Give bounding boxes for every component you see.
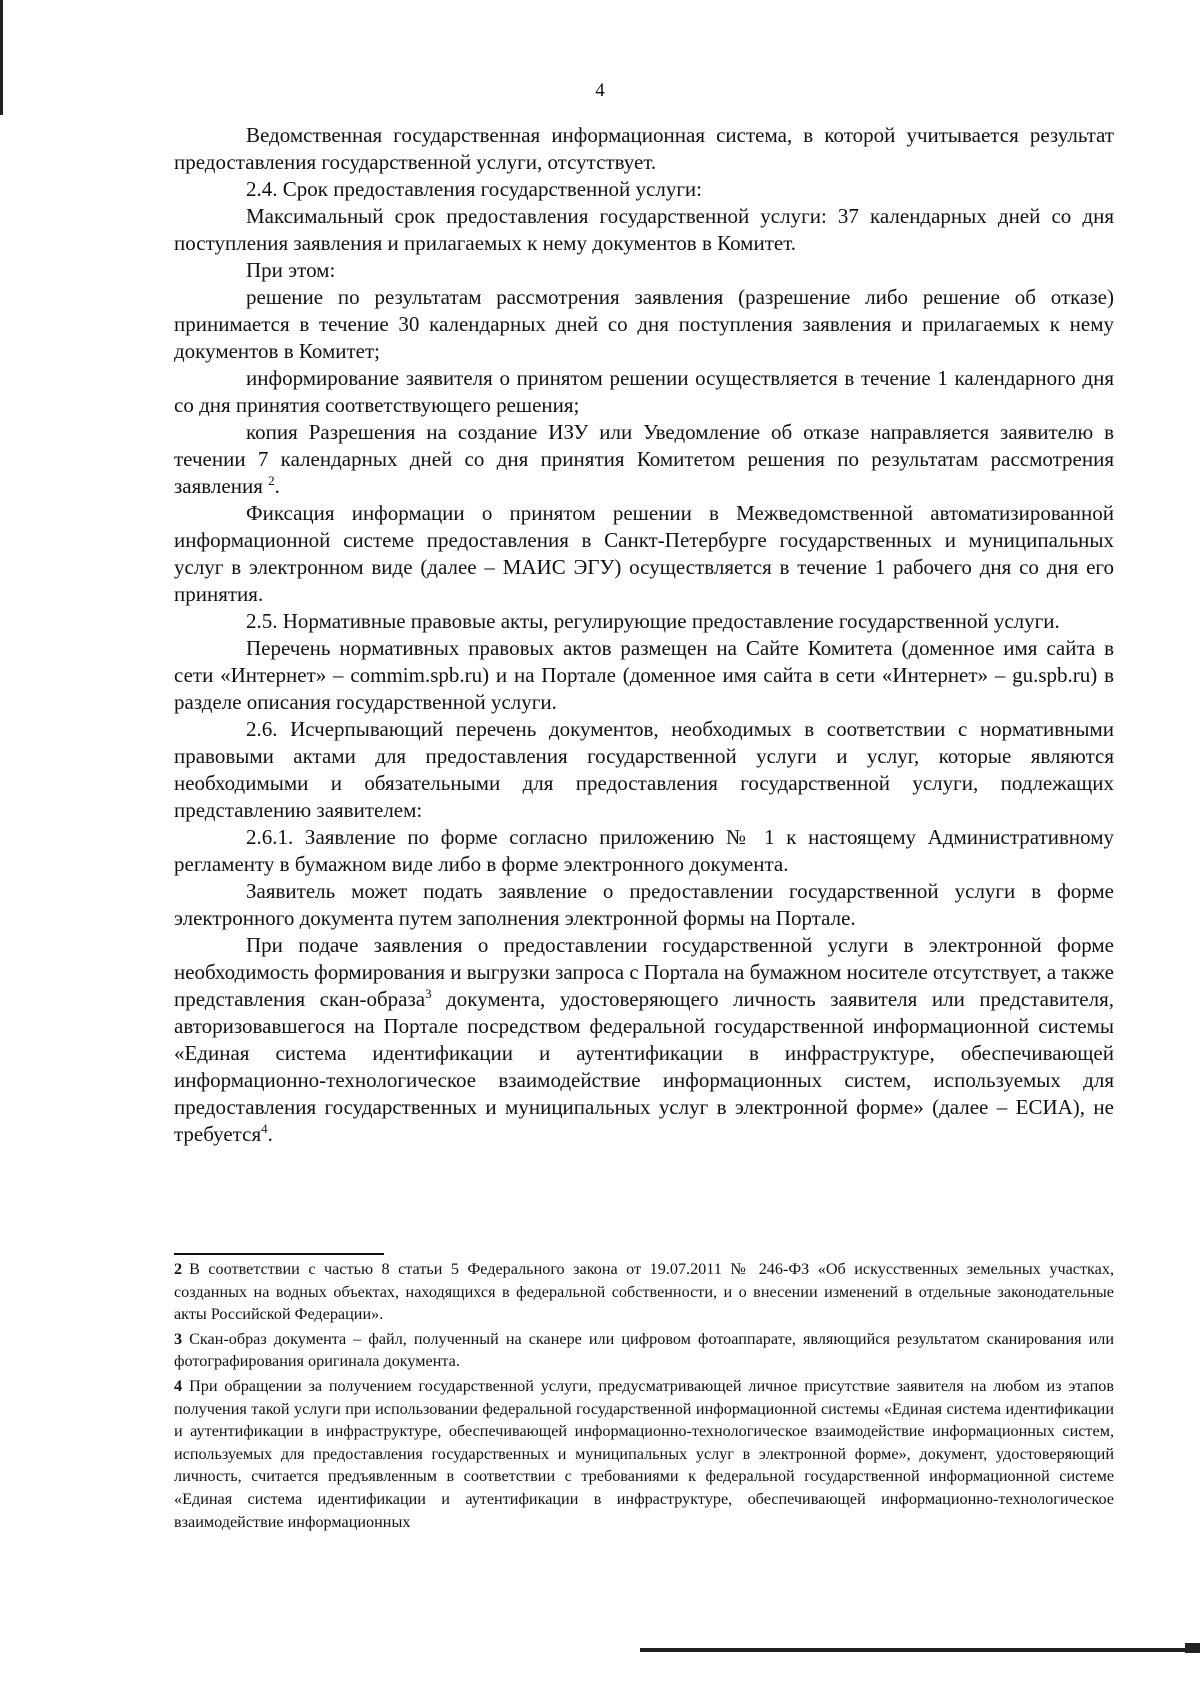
paragraph-text: копия Разрешения на создание ИЗУ или Уведомление об отказе направляется заявителю в течении 7 календарных дней со дня принятия Комитетом решения по результатам рассмотрения заявления [174, 420, 1114, 498]
footnote-2 [174, 1258, 1114, 1326]
paragraph: При этом: [246, 258, 336, 282]
main-text [174, 122, 1114, 1148]
page-number: 4 [595, 80, 605, 101]
paragraph-text-part1: При подаче заявления о предоставлении государственной услуги в электронной форме необходимость формирования и выгрузки запроса с Портала на бумажном носителе отсутствует, а также представления скан-образа [174, 933, 1114, 1011]
footnote-number: 3 [174, 1329, 183, 1348]
paragraph-with-footnotes-3-4 [174, 932, 1114, 1148]
paragraph: Максимальный срок предоставления государственной услуги: 37 календарных дней со дня поступления заявления и прилагаемых к нему документов в Комитет. [174, 204, 1114, 255]
footnote-text: Скан-образ документа – файл, полученный на сканере или цифровом фотоаппарате, являющийся результатом сканирования или фотографирования оригинала документа. [174, 1329, 1114, 1371]
paragraph-text-end: . [267, 1122, 273, 1146]
paragraph-2-6-1: 2.6.1. Заявление по форме согласно приложению № 1 к настоящему Административному регламенту в бумажном виде либо в форме электронного документа. [174, 825, 1114, 876]
footnote-4 [174, 1375, 1114, 1533]
paragraph-with-footnote-2: копия Разрешения на создание ИЗУ или Уведомление об отказе направляется заявителю в течении 7 календарных дней со дня принятия Комитетом решения по результатам рассмотрения заявления $^2$. [174, 420, 1114, 498]
footnote-ref-3: 3 [425, 986, 432, 1001]
paragraph: решение по результатам рассмотрения заявления (разрешение либо решение об отказе) принимается в течение 30 календарных дней со дня поступления заявления и прилагаемых к нему документов в Комитет; [174, 285, 1114, 363]
footnote-3 [174, 1328, 1114, 1373]
footnote-ref-4: 4 [261, 1121, 268, 1136]
footnote-number: 2 [174, 1260, 183, 1278]
footnote-separator [174, 1253, 384, 1255]
footnote-ref-2: 2 [268, 473, 275, 488]
paragraph: информирование заявителя о принятом решении осуществляется в течение 1 календарного дня со дня принятия соответствующего решения; [174, 366, 1114, 417]
footnotes [174, 1258, 1114, 1535]
footnote-text: При обращении за получением государственной услуги, предусматривающей личное присутствие заявителя на любом из этапов получения такой услуги при использовании федеральной государственной информационной системы «Единая система идентификации и аутентификации в инфраструктуре, обеспечивающей информационно-технологическое взаимодействие информационных систем, используемых для предоставления государственных и муниципальных услуг в электронной форме», документ, удостоверяющий личность, считается предъявленным в соответствии с требованиями к федеральной государственной информационной системе «Единая система идентификации и аутентификации в инфраструктуре, обеспечивающей информационно-технологическое взаимодействие информационных [174, 1376, 1114, 1531]
footnote-text: В соответствии с частью 8 статьи 5 Федерального закона от 19.07.2011 № 246-ФЗ «Об искусственных земельных участках, созданных на водных объектах, находящихся в федеральной собственности, и о внесении изменений в отдельные законодательные акты Российской Федерации». [174, 1260, 1114, 1324]
section-heading-2-6: 2.6. Исчерпывающий перечень документов, необходимых в соответствии с нормативными правовыми актами для предоставления государственной услуги и услуг, которые являются необходимыми и обязательными для предоставления государственной услуги, подлежащих представлению заявителем: [174, 717, 1114, 822]
section-heading-2-5: 2.5. Нормативные правовые акты, регулирующие предоставление государственной услуги. [246, 609, 1060, 633]
paragraph: Фиксация информации о принятом решении в Межведомственной автоматизированной информационной системе предоставления в Санкт-Петербурге государственных и муниципальных услуг в электронном виде (далее – МАИС ЭГУ) осуществляется в течение 1 рабочего дня со дня его принятия. [174, 501, 1114, 606]
footnote-number: 4 [174, 1376, 183, 1395]
paragraph: Заявитель может подать заявление о предоставлении государственной услуги в форме электронного документа путем заполнения электронной формы на Портале. [174, 879, 1114, 930]
scan-bottom-bar [640, 1648, 1200, 1652]
paragraph: Перечень нормативных правовых актов размещен на Сайте Комитета (доменное имя сайта в сети «Интернет» – commim.spb.ru) и на Портале (доменное имя сайта в сети «Интернет» – gu.spb.ru) в разделе описания государственной услуги. [174, 636, 1114, 714]
section-heading-2-4: 2.4. Срок предоставления государственной услуги: [246, 177, 703, 201]
paragraph-text-part2: документа, удостоверяющего личность заявителя или представителя, авторизовавшегося на Портале посредством федеральной государственной информационной системы «Единая система идентификации и аутентификации в инфраструктуре, обеспечивающей информационно-технологическое взаимодействие информационных систем, используемых для предоставления государственных и муниципальных услуг в электронной форме» (далее – ЕСИА), не требуется [174, 987, 1114, 1146]
paragraph: Ведомственная государственная информационная система, в которой учитывается результат предоставления государственной услуги, отсутствует. [174, 123, 1114, 174]
scan-bottom-mark [1185, 1643, 1200, 1653]
